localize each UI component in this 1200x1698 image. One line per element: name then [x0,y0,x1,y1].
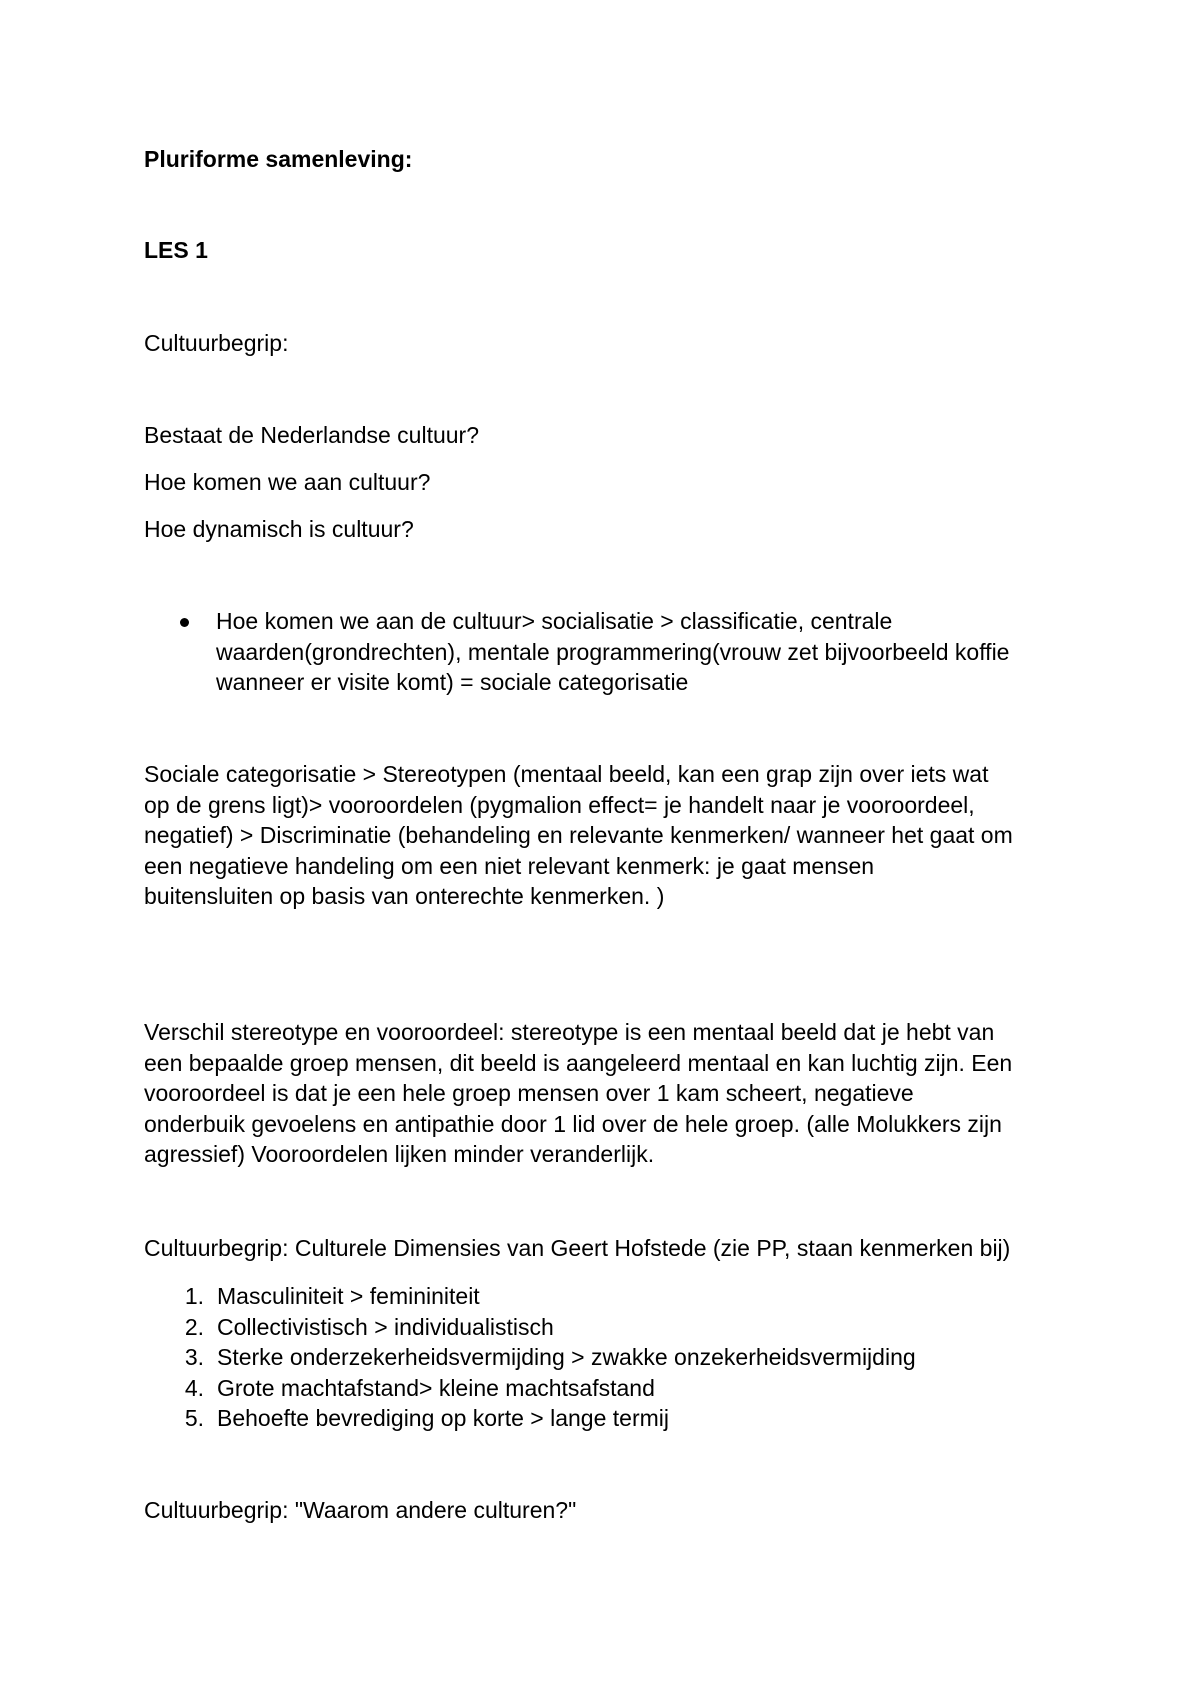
document-title: Pluriforme samenleving: [144,146,413,172]
paragraph-categorisatie [144,759,1074,912]
list-item [176,1281,1076,1312]
text-line: wanneer er visite komt) = sociale categorisatie [216,669,689,695]
hofstede-list [176,1281,1076,1434]
text-line: vooroordeel is dat je een hele groep mensen over 1 kam scheert, negatieve [144,1080,914,1106]
list-number: 4. [184,1374,204,1401]
text-line: een negatieve handeling om een niet relevant kenmerk: je gaat mensen [144,852,875,879]
list-text: Grote machtafstand> kleine machtsafstand [217,1374,655,1401]
paragraph-verschil [144,1017,1074,1170]
text-line: Hoe komen we aan de cultuur> socialisatie > classificatie, centrale [216,608,893,634]
list-text: Behoefte bevrediging op korte > lange termij [217,1405,669,1431]
lesson-heading: LES 1 [144,237,208,263]
bullet-icon [180,618,189,627]
list-text: Masculiniteit > femininiteit [217,1283,480,1309]
text-line: Verschil stereotype en vooroordeel: stereotype is een mentaal beeld dat je hebt van [144,1019,995,1045]
list-item [176,1403,1076,1434]
bullet-text [216,606,1076,698]
text-line: een bepaalde groep mensen, dit beeld is aangeleerd mentaal en kan luchtig zijn. Een [144,1049,1013,1076]
hofstede-heading: Cultuurbegrip: Culturele Dimensies van Geert Hofstede (zie PP, staan kenmerken bij) [144,1235,1011,1261]
list-number: 1. [184,1283,204,1309]
text-line: buitensluiten op basis van onterechte kenmerken. ) [144,883,665,909]
final-heading: Cultuurbegrip: "Waarom andere culturen?" [144,1497,577,1523]
text-line: onderbuik gevoelens en antipathie door 1 lid over de hele groep. (alle Molukkers zijn [144,1110,1002,1137]
list-text: Sterke onderzekerheidsvermijding > zwakke onzekerheidsvermijding [217,1344,916,1370]
question-line: Bestaat de Nederlandse cultuur? [144,422,479,448]
list-number: 5. [184,1405,204,1431]
question-line: Hoe komen we aan cultuur? [144,469,431,495]
section-heading: Cultuurbegrip: [144,330,289,356]
list-item [176,1312,1076,1343]
list-item [176,1373,1076,1404]
text-line: Sociale categorisatie > Stereotypen (mentaal beeld, kan een grap zijn over iets wat [144,761,989,787]
list-text: Collectivistisch > individualistisch [217,1313,554,1340]
list-number: 2. [184,1313,204,1340]
question-line: Hoe dynamisch is cultuur? [144,516,414,542]
list-number: 3. [184,1344,204,1370]
text-line: op de grens ligt)> vooroordelen (pygmalion effect= je handelt naar je vooroordeel, [144,791,975,818]
list-item [176,1342,1076,1373]
text-line: agressief) Vooroordelen lijken minder veranderlijk. [144,1141,655,1167]
text-line: negatief) > Discriminatie (behandeling en relevante kenmerken/ wanneer het gaat om [144,822,1013,848]
text-line: waarden(grondrechten), mentale programmering(vrouw zet bijvoorbeeld koffie [216,638,1010,665]
